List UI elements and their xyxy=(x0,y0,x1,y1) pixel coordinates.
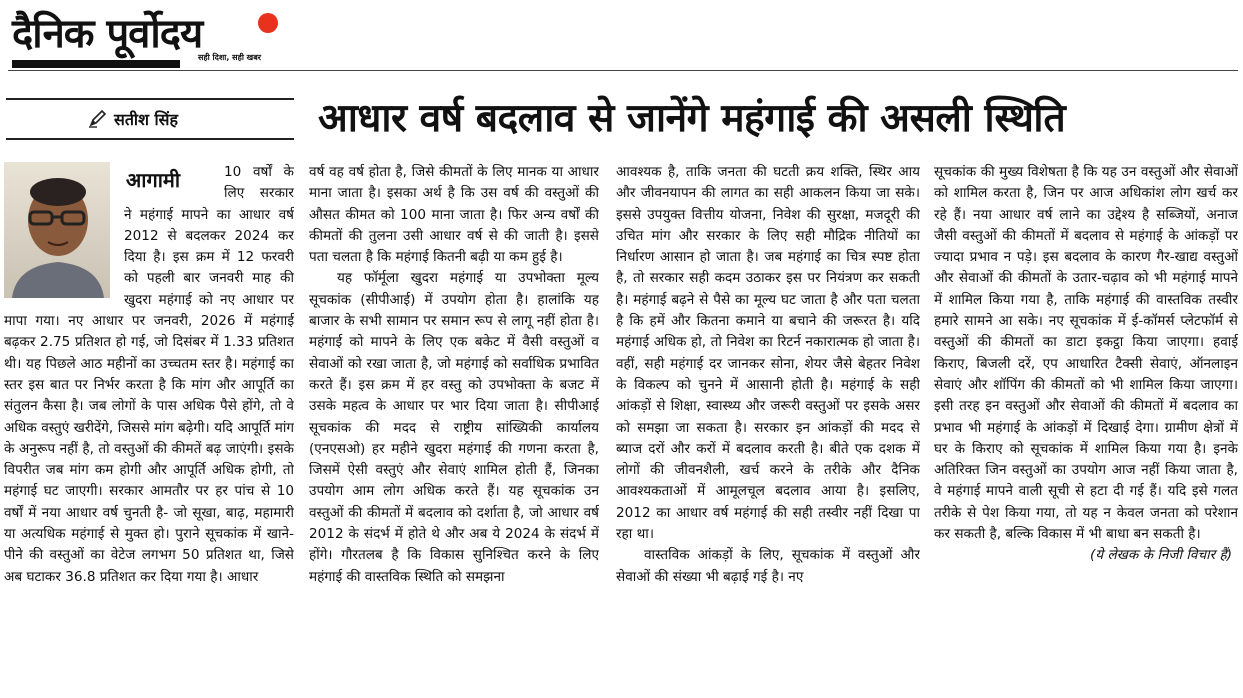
article-column-4 xyxy=(934,162,1238,696)
masthead-title: दैनिक पूर्वोदय xyxy=(12,11,203,57)
byline-author: सतीश सिंह xyxy=(114,110,178,129)
article-column-2 xyxy=(309,162,599,696)
footnote: (ये लेखक के निजी विचार हैं) xyxy=(1090,547,1232,564)
author-photo xyxy=(4,162,110,298)
kicker-label: आगामी xyxy=(126,168,181,192)
column-2-paragraph-2: यह फॉर्मूला खुदरा महंगाई या उपभोक्ता मूल्य सूचकांक (सीपीआई) में उपयोग होता है। हालांकि यह बाजार के सभी सामान पर समान रूप से लागू नहीं होता है। महंगाई को मापने के लिए एक बकेट में वैसी वस्तुओं व सेवाओं को रखा जाता है, जो महंगाई को सर्वाधिक प्रभावित करते हैं। इस क्रम में हर वस्तु को उपभोक्ता के बजट में उसके महत्व के आधार पर भार दिया जाता है। सीपीआई सूचकांक की मदद से राष्ट्रीय सांख्यिकी कार्यालय (एनएसओ) हर महीने खुदरा महंगाई की गणना करता है, जिसमें ऐसी वस्तुएं और सेवाएं शामिल होती हैं, जिनका उपयोग आम लोग अधिक करते हैं। यह सूचकांक उन वस्तुओं की कीमतों में बदलाव को दर्शाता है, जो आधार वर्ष 2012 के संदर्भ में होते थे और अब ये 2024 के संदर्भ में होंगे। गौरतलब है कि विकास सुनिश्चित करने के लिए महंगाई की वास्तविक स्थिति को समझना xyxy=(309,270,599,585)
article-column-3 xyxy=(616,162,920,696)
column-3-paragraph-1: आवश्यक है, ताकि जनता की घटती क्रय शक्ति, स्थिर आय और जीवनयापन की लागत का सही आकलन किया जा सके। इससे उपयुक्त वित्तीय योजना, निवेश की सुरक्षा, मजदूरी की उचित मांग और सरकार के लिए सही मौद्रिक नीतियों का निर्धारण आसान हो जाता है। जब महंगाई का चित्र स्पष्ट होता है, तो सरकार सही कदम उठाकर इस पर नियंत्रण कर सकती है। महंगाई बढ़ने से पैसे का मूल्य घट जाता है और पता चलता है कि हमें और कितना कमाने या बचाने की जरूरत है। यदि महंगाई अधिक हो, तो निवेश का रिटर्न नकारात्मक हो जाता है। वहीं, सही महंगाई दर जानकर सोना, शेयर जैसे बेहतर निवेश के विकल्प को चुनने में आसानी होती है। महंगाई के सही आंकड़ों से शिक्षा, स्वास्थ्य और जरूरी वस्तुओं पर इसके असर को समझा जा सकता है। सरकार इन आंकड़ों की मदद से ब्याज दरों और करों में बदलाव करती है। बीते एक दशक में लोगों की जीवनशैली, खर्च करने के तरीके और दैनिक आवश्यकताओं में आमूलचूल बदलाव आया है। इसलिए, 2012 का आधार वर्ष महंगाई की सही तस्वीर नहीं दिखा पा रहा था। xyxy=(616,164,920,543)
column-2-paragraph-1: वर्ष वह वर्ष होता है, जिसे कीमतों के लिए मानक या आधार माना जाता है। इसका अर्थ है कि उस वर्ष की वस्तुओं की औसत कीमत को 100 माना जाता है। फिर अन्य वर्षों की कीमतों की तुलना उसी आधार वर्ष से की जाती है। इससे पता चलता है कि महंगाई कितनी बढ़ी या कम हुई है। xyxy=(309,164,599,266)
column-1-text: 10 वर्षों के लिए सरकार ने महंगाई मापने का आधार वर्ष 2012 से बदलकर 2024 कर दिया है। इस क्रम में 12 फरवरी को पहली बार जनवरी माह की खुदरा महंगाई को नए आधार पर मापा गया। नए आधार पर जनवरी, 2026 में महंगाई बढ़कर 2.75 प्रतिशत हो गई, जो दिसंबर में 1.33 प्रतिशत थी। यह पिछले आठ महीनों का उच्चतम स्तर है। महंगाई का स्तर इस बात पर निर्भर करता है कि मांग और आपूर्ति का संतुलन कैसा है। जब लोगों के पास अधिक पैसे होंगे, तो वे अधिक वस्तुएं खरीदेंगे, जिससे मांग बढ़ेगी। यदि आपूर्ति मांग के अनुरूप नहीं है, तो वस्तुओं की कीमतें बढ़ जाएंगी। इसके विपरीत जब मांग कम होगी और आपूर्ति अधिक होगी, तो महंगाई घट जाएगी। सरकार आमतौर पर हर पांच से 10 वर्षों में नया आधार वर्ष चुनती है- जो सूखा, बाढ़, महामारी या अत्यधिक महंगाई से मुक्त हो। पुराने सूचकांक में खाने-पीने की वस्तुओं का वेटेज लगभग 50 प्रतिशत था, जिसे अब घटाकर 36.8 प्रतिशत कर दिया गया है। आधार xyxy=(4,164,294,585)
masthead-tagline: सही दिशा, सही खबर xyxy=(198,53,262,62)
masthead-rule xyxy=(8,70,1238,71)
column-4-paragraph: सूचकांक की मुख्य विशेषता है कि यह उन वस्तुओं और सेवाओं को शामिल करता है, जिन पर आज अधिकांश लोग खर्च कर रहे हैं। नया आधार वर्ष लाने का उद्देश्य है सब्जियों, अनाज जैसी वस्तुओं की कीमतों में बदलाव से महंगाई के आंकड़ों पर ज्यादा प्रभाव न पड़े। इस बदलाव के कारण गैर-खाद्य वस्तुओं और सेवाओं की कीमतों के उतार-चढ़ाव को भी महंगाई मापने में शामिल किया गया है, ताकि महंगाई की वास्तविक तस्वीर हमारे सामने आ सके। नए सूचकांक में ई-कॉमर्स प्लेटफॉर्म से वस्तुओं की कीमतों का डाटा इकट्ठा किया जाएगा। हवाई किराए, बिजली दरें, एप आधारित टैक्सी सेवाएं, ऑनलाइन सेवाएं और शॉपिंग की कीमतों को भी शामिल किया जाएगा। इसी तरह इन वस्तुओं और सेवाओं की कीमतों में बदलाव का प्रभाव भी महंगाई के आंकड़ों में दिखाई देगा। ग्रामीण क्षेत्रों में घर के किराए को सूचकांक में शामिल किया गया है। इनके अतिरिक्त जिन वस्तुओं का उपयोग आज नहीं किया जाता है, वे महंगाई मापने वाली सूची से हटा दी गई हैं। यदि इसे गलत तरीके से पेश किया गया, तो यह न केवल जनता को परेशान कर सकती है, बल्कि विकास में भी बाधा बन सकती है। xyxy=(934,164,1238,543)
masthead-dot-icon xyxy=(258,13,278,33)
headline: आधार वर्ष बदलाव से जानेंगे महंगाई की असली स्थिति xyxy=(318,96,1066,141)
masthead-bar xyxy=(12,60,180,68)
column-3-paragraph-2: वास्तविक आंकड़ों के लिए, सूचकांक में वस्तुओं और सेवाओं की संख्या भी बढ़ाई गई है। नए xyxy=(616,547,920,585)
pen-icon xyxy=(88,108,108,128)
